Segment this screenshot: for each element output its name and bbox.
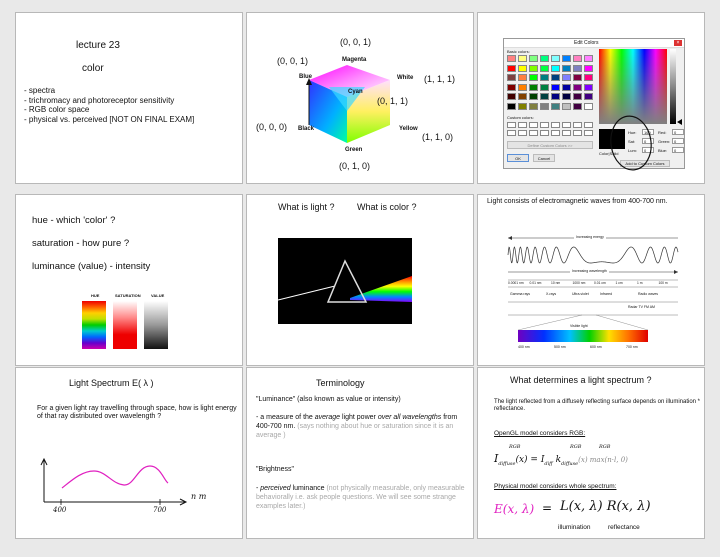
em-title: Light consists of electromagnetic waves from 400-700 nm. [487,198,668,205]
hue-line: hue - which 'color' ? [32,215,116,226]
coord-label-black: (0, 0, 0) [256,122,288,132]
term-brightness: "Brightness" [256,466,295,473]
vertex-label-blue: Blue [299,74,313,80]
opengl-formula: $I_{diffuse}(x) = I_{diff}$ $k_{diffuse}(x)$ max(n·l, 0) [494,452,628,468]
luminance-line: luminance (value) - intensity [32,261,151,272]
saturation-bar [113,301,137,349]
add-custom-button[interactable]: Add to Custom Colors [620,160,670,167]
topic-list [24,86,194,124]
color-solid-label: Color|Solid [599,151,619,156]
title-what-is-light: What is light ? [278,202,335,212]
radio-sub-bands: Radar TV FM AM [628,305,655,309]
dialog-title: Edit Colors [574,40,599,46]
scale-tick-label: 0.0001 nm [508,281,524,285]
custom-colors-label: Custom colors: [507,115,534,120]
bar-label-hue: HUE [91,293,100,298]
brightness-definition: - perceived luminance (not physically measurable, only measurable behaviorally i.e. ask people questions. We will see some strange examples later.) [256,485,465,510]
em-band-label: Gamma rays [510,292,531,296]
increasing-energy-label: Increasing energy [576,235,604,239]
field-input[interactable]: 0 [672,129,684,135]
visible-light-label: Visible light [570,324,588,328]
field-input[interactable]: 0 [642,138,654,144]
list-item: - physical vs. perceived [NOT ON FINAL EXAM] [24,115,194,125]
coord-label-cyan: (0, 1, 1) [377,96,409,106]
slide-spectrum-determinants [477,367,705,539]
ok-button[interactable]: OK [507,154,529,162]
rgb-label-3: RGB [599,444,611,450]
em-band-label: Ultra-violet [572,292,589,296]
vertex-label-yellow: Yellow [399,126,418,132]
cancel-button[interactable]: Cancel [533,154,555,162]
spectrum-question: For a given light ray travelling through space, how is light energy of that ray distributed over wavelength ? [37,405,237,420]
bar-label-saturation: SATURATION [115,293,141,298]
visible-ticks [518,345,648,351]
slide-terminology [246,367,474,539]
field-input[interactable]: 0 [642,147,654,153]
em-band-label: Infrared [600,292,613,296]
slide-em-waves [477,194,705,366]
spectrum-sketch [16,368,243,539]
value-bar [144,301,168,349]
visible-tick-label: 400 nm [518,345,530,349]
vertex-label-black: Black [298,126,315,132]
wavelength-scale [508,281,678,287]
scale-tick-label: 100 m [658,281,668,285]
field-label: Green: [658,139,671,144]
field-input[interactable]: 160 [642,129,654,135]
scale-tick-label: 0.01 cm [594,281,606,285]
list-item: - trichromacy and photoreceptor sensitivity [24,96,194,106]
rgb-label-1: RGB [509,444,521,450]
physical-heading: Physical model considers whole spectrum: [494,483,617,490]
vertex-label-magenta: Magenta [342,57,367,63]
slide-what-is-light [246,194,474,366]
reflection-text: The light reflected from a diffusely reflecting surface depends on illumination * reflectance. [494,399,701,412]
scale-tick-label: 1000 nm [572,281,586,285]
define-custom-button[interactable]: Define Custom Colors >> [507,141,593,149]
coord-label-yellow: (1, 1, 0) [422,132,454,142]
annotation-circle [478,13,705,184]
slide-lecture-title [15,12,243,184]
list-item: - RGB color space [24,105,194,115]
coord-label-green: (0, 1, 0) [339,161,371,171]
slide-rgb-cube [246,12,474,184]
scale-tick-label: 0.01 nm [529,281,542,285]
determinants-title: What determines a light spectrum ? [510,375,652,385]
em-bands [508,291,678,301]
list-item: - spectra [24,86,194,96]
basic-colors-label: Basic colors: [507,49,530,54]
illumination-label: illumination [558,524,591,531]
formula-energy: E(x, λ) [494,502,535,516]
prism-image [278,238,412,324]
coord-label-top: (0, 0, 1) [340,37,372,47]
coord-label-magenta: (0, 0, 1) [277,56,309,66]
slide-light-spectrum [15,367,243,539]
field-label: Sat: [628,139,636,144]
em-band-label: Radio waves [638,292,659,296]
x-tick-700: 700 [153,506,167,514]
visible-tick-label: 600 nm [590,345,602,349]
x-axis-unit: n m [191,492,207,501]
x-tick-400: 400 [53,506,67,514]
saturation-line: saturation - how pure ? [32,238,130,249]
increasing-wavelength-label: Increasing wavelength [572,269,607,273]
lecture-title: lecture 23 [76,40,120,51]
reflectance-label: reflectance [608,524,640,531]
luminance-definition: - a measure of the average light power over all wavelengths from 400-700 nm. (says nothing about hue or saturation since it is an average ) [256,414,458,439]
close-icon[interactable]: × [674,40,682,46]
scale-tick-label: 10 nm [551,281,561,285]
field-label: Lum: [628,148,637,153]
visible-tick-label: 700 nm [626,345,638,349]
hue-bar [82,301,106,349]
vertex-label-cyan: Cyan [348,89,363,95]
slide-hsv-terms [15,194,243,366]
opengl-heading: OpenGL model considers RGB: [494,430,586,437]
coord-label-white: (1, 1, 1) [424,74,456,84]
field-label: Hue: [628,130,637,135]
scale-tick-label: 1 m [637,281,643,285]
scale-tick-label: 1 cm [615,281,623,285]
field-input[interactable]: 0 [672,138,684,144]
em-band-label: X-rays [546,292,557,296]
formula-equals: = [542,501,553,515]
spectrum-title: Light Spectrum E( λ ) [69,378,154,388]
field-label: Red: [658,130,667,135]
term-luminance: "Luminance" (also known as value or intensity) [256,396,401,403]
field-input[interactable]: 0 [672,147,684,153]
lecture-subtitle: color [82,63,104,74]
rgb-label-2: RGB [570,444,582,450]
terminology-title: Terminology [316,378,365,388]
field-label: Blue: [658,148,668,153]
bar-label-value: VALUE [151,293,165,298]
formula-product: L(x, λ) R(x, λ) [560,499,651,514]
vertex-label-white: White [397,75,414,81]
visible-tick-label: 500 nm [554,345,566,349]
vertex-label-green: Green [345,147,363,153]
title-what-is-color: What is color ? [357,202,417,212]
slide-edit-colors [477,12,705,184]
